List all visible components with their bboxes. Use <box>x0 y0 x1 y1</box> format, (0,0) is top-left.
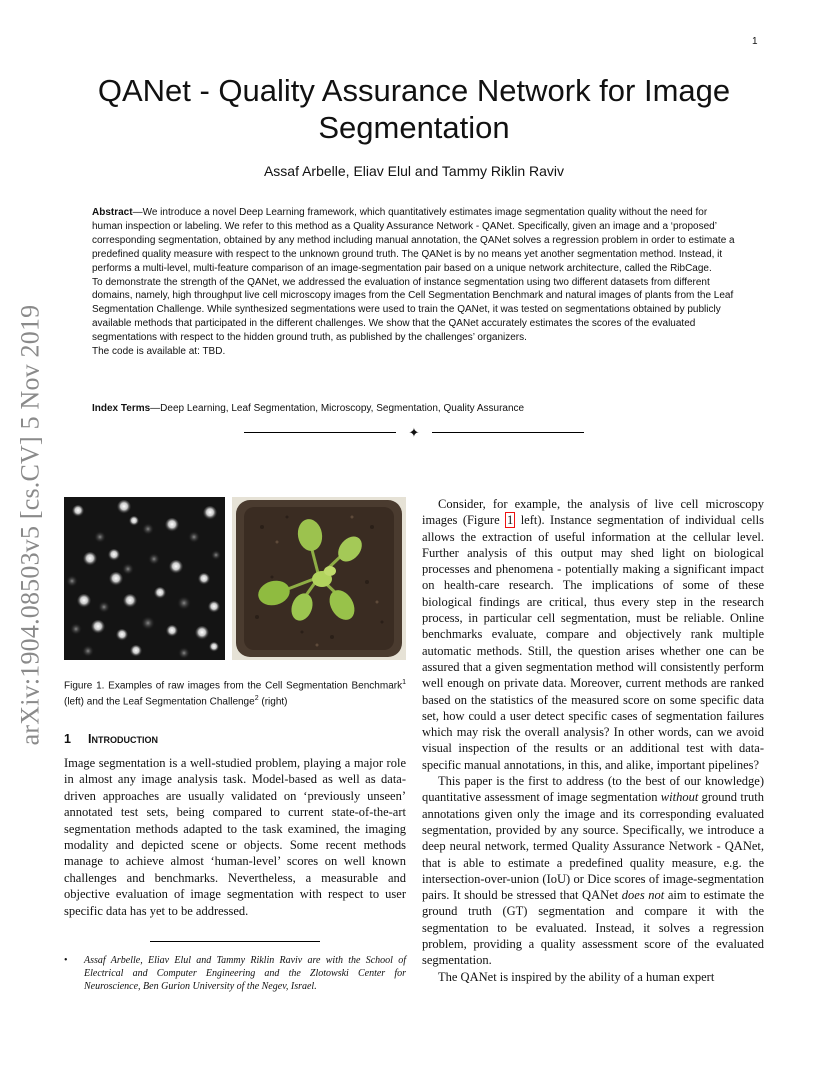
right-paragraph-1-text-a: Consider, for example, the analysis of live cell microscopy images (Figure <box>422 497 764 528</box>
emphasis-without: without <box>660 790 699 805</box>
footnote-bullet-icon: • <box>64 955 68 966</box>
index-terms-text: —Deep Learning, Leaf Segmentation, Microscopy, Segmentation, Quality Assurance <box>150 403 525 414</box>
abstract-text-1: —We introduce a novel Deep Learning framework, which quantitatively estimates image segmentation quality without the need for human inspection or labeling. We refer to this method as a Quality Assurance Network - QANet. Specifically, given an image and a ‘proposed’ corresponding segmentation, obtained by any method including manual annotation, the QANet solves a regression problem in order to estimate a predefined quality measure with respect to the unknown ground truth. The QANet is by no means yet another segmentation method. Instead, it performs a multi-level, multi-feature comparison of an image-segmentation pair based on a unique network architecture, called the RibCage. <box>92 207 735 274</box>
cell-microscopy-image <box>64 497 225 660</box>
divider-star-icon: ✦ <box>408 424 420 440</box>
paper-title: QANet - Quality Assurance Network for Image Segmentation <box>97 73 731 145</box>
plant-image <box>232 497 406 660</box>
caption-text-3: (right) <box>258 696 288 708</box>
author-list: Assaf Arbelle, Eliav Elul and Tammy Riklin Raviv <box>263 163 565 179</box>
section-divider <box>244 424 584 440</box>
right-column-body <box>422 496 764 985</box>
caption-footnote-mark-1: 1 <box>402 679 406 686</box>
footnote-rule <box>150 941 320 942</box>
right-paragraph-1 <box>422 496 764 773</box>
figure-1 <box>64 497 406 660</box>
right-paragraph-2 <box>422 773 764 969</box>
abstract-paragraph-1 <box>92 206 740 276</box>
emphasis-does-not: does not <box>621 888 665 903</box>
caption-text-2: (left) and the Leaf Segmentation Challenge <box>64 696 255 708</box>
figure-1-caption <box>64 676 406 709</box>
index-terms <box>92 403 740 414</box>
left-column-body <box>64 755 406 919</box>
page-number: 1 <box>752 36 758 47</box>
arxiv-side-identifier <box>4 290 56 760</box>
abstract <box>92 206 740 359</box>
caption-footnote-mark-2: 2 <box>254 695 259 703</box>
arxiv-identifier-text: arXiv:1904.08503v5 [cs.CV] 5 Nov 2019 <box>15 304 45 746</box>
abstract-label: Abstract <box>92 207 133 218</box>
right-paragraph-2-text-b: ground truth annotations given only the image and its corresponding evaluated segmentation, provided by any source. Specifically, we introduce a deep neural network, termed Quality Assurance Network - QANet, that is able to estimate a predefined quality measure, e.g. the intersection-over-union (IoU) or Dice scores of image-segmentation pairs. It should be stressed that QANet <box>422 790 764 903</box>
caption-text-1: Figure 1. Examples of raw images from the Cell Segmentation Benchmark <box>64 680 403 692</box>
section-heading-introduction <box>64 732 158 746</box>
abstract-paragraph-2: To demonstrate the strength of the QANet, we addressed the evaluation of instance segmentation using two different datasets from different domains, namely, high throughput live cell microscopy images from the Cell Segmentation Benchmark and natural images of plants from the Leaf Segmentation Challenge. While synthesized segmentations were used to train the QANet, it was tested on segmentations obtained by publicly available methods that participated in the different challenges. We show that the QANet accurately estimates the scores of the evaluated segmentations with respect to the hidden ground truth, as published by the challenges’ organizers. <box>92 276 734 344</box>
right-paragraph-2-text-c: aim to estimate the ground truth (GT) segmentation and compare it with the segmentation to be evaluated. Instead, it solves a regression problem, providing a quality assessment score of the evaluated segmentation. <box>422 888 765 968</box>
affiliation-footnote <box>64 954 406 993</box>
right-paragraph-3: The QANet is inspired by the ability of a human expert <box>438 969 715 984</box>
section-number: 1 <box>64 732 71 746</box>
index-terms-label: Index Terms <box>92 403 151 414</box>
section-title: Introduction <box>88 732 158 746</box>
right-paragraph-2-text-a: This paper is the first to address (to the best of our knowledge) quantitative assessment of image segmentation <box>422 774 764 805</box>
abstract-paragraph-3: The code is available at: TBD. <box>92 346 226 358</box>
figure-1-link[interactable]: 1 <box>507 513 514 528</box>
footnote-text: Assaf Arbelle, Eliav Elul and Tammy Riklin Raviv are with the School of Electrical and Computer Engineering and the Zlotowski Center for Neuroscience, Ben Gurion University of the Negev, Israel. <box>84 955 406 992</box>
divider-line-left <box>244 432 396 433</box>
divider-line-right <box>432 432 584 433</box>
intro-paragraph-1: Image segmentation is a well-studied problem, playing a major role in almost any image analysis task. Model-based as well as data-driven approaches are usually validated on ‘previously unseen’ annotated test sets, being compared to current state-of-the-art segmentation methods adapted to the task examined, the imaging modality and depicted scene or objects. Some recent methods manage to achieve almost ‘human-level’ scores on well known challenges and benchmarks. Nevertheless, a measurable and objective evaluation of image segmentation with respect to user specific data has yet to be addressed. <box>64 756 406 918</box>
right-paragraph-1-text-b: left). Instance segmentation of individual cells allows the extraction of useful information at the cellular level. Further analysis of this output may shed light on biological processes and phenomena - potentially making a significant impact on health-care research. The implications of some of these biological findings are critical, thus every step in the research process, in particular cell segmentation, must be reliable. Online benchmarks evaluate, compare and objectively rank multiple automatic methods. Still, the question arises whether one can be assured that a given segmentation method will consistently perform well enough on private data. Moreover, current methods are ranked based on the statistics of the measured score on some specific data set, how could a user detect specific cases of segmentation failures which may risk the overall analysis? In other words, can we avoid visual inspection of the results or an additional test with data-specific manual annotations, in this, and alike, important pipelines? <box>422 513 764 772</box>
